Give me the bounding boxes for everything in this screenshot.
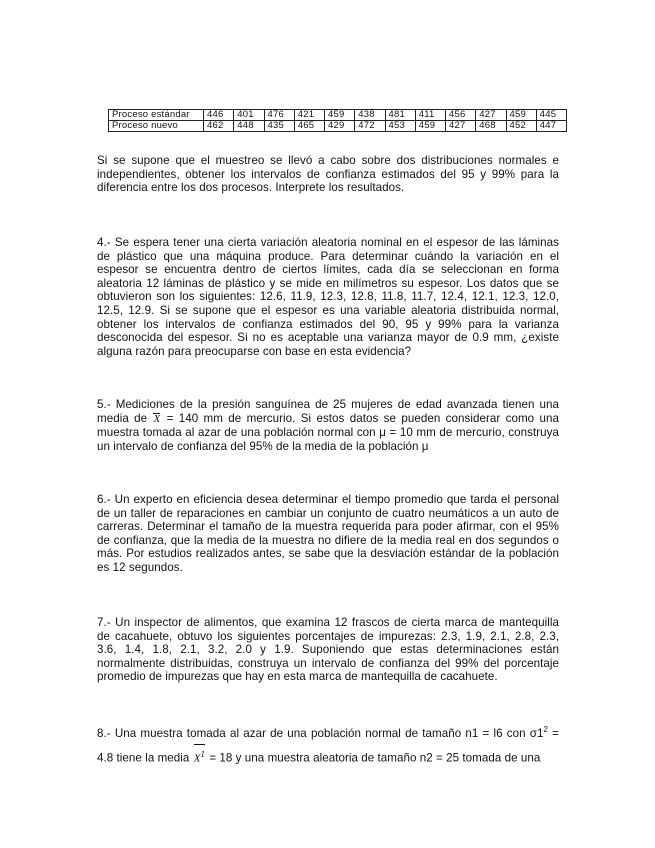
problem-5-text-start: 5.- Mediciones de la presión sanguínea de 25 mujeres de edad avanzada tienen una media de	[97, 398, 559, 425]
table-cell: 453	[385, 121, 415, 132]
problem-6-paragraph: 6.- Un experto en eficiencia desea determinar el tiempo promedio que tarda el personal de un taller de reparaciones en cambiar un conjunto de cuatro neumáticos a un auto de carreras. Determinar el tamaño de la muestra requerida para poder afirmar, con el 95% de confianza, que la media de la muestra no difiere de la media real en dos segundos o más. Por estudios realizados antes, se sabe que la desviación estándar de la población es 12 segundos.	[97, 493, 559, 574]
table-cell: 411	[415, 110, 445, 121]
problem-8-text-start: 8.- Una muestra tomada al azar de una población normal de tamaño n1 = l6 con σ1	[97, 727, 544, 740]
table-cell: 447	[536, 121, 566, 132]
problem-5-text-end: = 140 mm de mercurio. Si estos datos se pueden considerar como una muestra tomada al azar de una población normal con μ = 10 mm de mercurio, construya un intervalo de confianza del 95% de la media de la población μ	[97, 411, 559, 453]
table-cell: 448	[234, 121, 264, 132]
table-cell: 427	[446, 121, 476, 132]
row-label: Proceso estándar	[109, 110, 204, 121]
table-cell: 472	[355, 121, 385, 132]
table-cell: 481	[385, 110, 415, 121]
table-cell: 427	[476, 110, 506, 121]
table-cell: 438	[355, 110, 385, 121]
table-cell: 459	[325, 110, 355, 121]
intro-paragraph: Si se supone que el muestreo se llevó a cabo sobre dos distribuciones normales e independientes, obtener los intervalos de confianza estimados del 95 y 99% para la diferencia entre los dos procesos. Interprete los resultados.	[97, 154, 559, 195]
table-cell: 456	[446, 110, 476, 121]
sigma-exponent: 2	[543, 725, 549, 735]
x-bar-symbol: X	[153, 412, 161, 425]
table-cell: 476	[264, 110, 294, 121]
table-cell: 459	[506, 110, 536, 121]
table-cell: 421	[294, 110, 324, 121]
problem-4-paragraph: 4.- Se espera tener una cierta variación aleatoria nominal en el espesor de las láminas de plástico que una máquina produce. Para determinar cuándo la variación en el espesor se encuentra dentro de ciertos límites, cada día se seleccionan en forma aleatoria 12 láminas de plástico y se mide en milímetros su espesor. Los datos que se obtuvieron son los siguientes: 12.6, 11.9, 12.3, 12.8, 11.8, 11.7, 12.4, 12.1, 12.3, 12.0, 12.5, 12.9. Si se supone que el espesor es una variable aleatoria distribuida normal, obtener los intervalos de confianza estimados del 90, 95 y 99% para la varianza desconocida del espesor. Si no es aceptable una varianza mayor de 0.9 mm, ¿existe alguna razón para preocuparse con base en esta evidencia?	[97, 236, 559, 358]
table-cell: 401	[234, 110, 264, 121]
table-cell: 465	[294, 121, 324, 132]
x-bar-subscript: 1	[200, 749, 206, 759]
table-cell: 468	[476, 121, 506, 132]
row-label: Proceso nuevo	[109, 121, 204, 132]
table-cell: 435	[264, 121, 294, 132]
x-bar-symbol	[193, 744, 206, 769]
table-cell: 459	[415, 121, 445, 132]
x-bar-letter: X	[193, 752, 201, 765]
problem-7-paragraph: 7.- Un inspector de alimentos, que examina 12 frascos de cierta marca de mantequilla de cacahuete, obtuvo los siguientes porcentajes de impurezas: 2.3, 1.9, 2.1, 2.8, 2.3, 3.6, 1.4, 1.8, 2.1, 3.2, 2.0 y 1.9. Suponiendo que estas determinaciones están normalmente distribuidas, construya un intervalo de confianza del 99% del porcentaje promedio de impurezas que hay en esta marca de mantequilla de cacahuete.	[97, 616, 559, 684]
table-row	[109, 110, 567, 121]
table-row	[109, 121, 567, 132]
table-cell: 462	[204, 121, 234, 132]
table-cell: 429	[325, 121, 355, 132]
problem-5-paragraph	[97, 398, 559, 453]
table-cell: 452	[506, 121, 536, 132]
problem-8-text-end: = 18 y una muestra aleatoria de tamaño n2 = 25 tomada de una	[209, 751, 541, 765]
table-cell: 445	[536, 110, 566, 121]
problem-8-paragraph	[97, 724, 559, 769]
process-data-table	[108, 109, 567, 132]
table-cell: 446	[204, 110, 234, 121]
problem-8-text-mid: = 4.8 tiene la media	[97, 727, 559, 765]
